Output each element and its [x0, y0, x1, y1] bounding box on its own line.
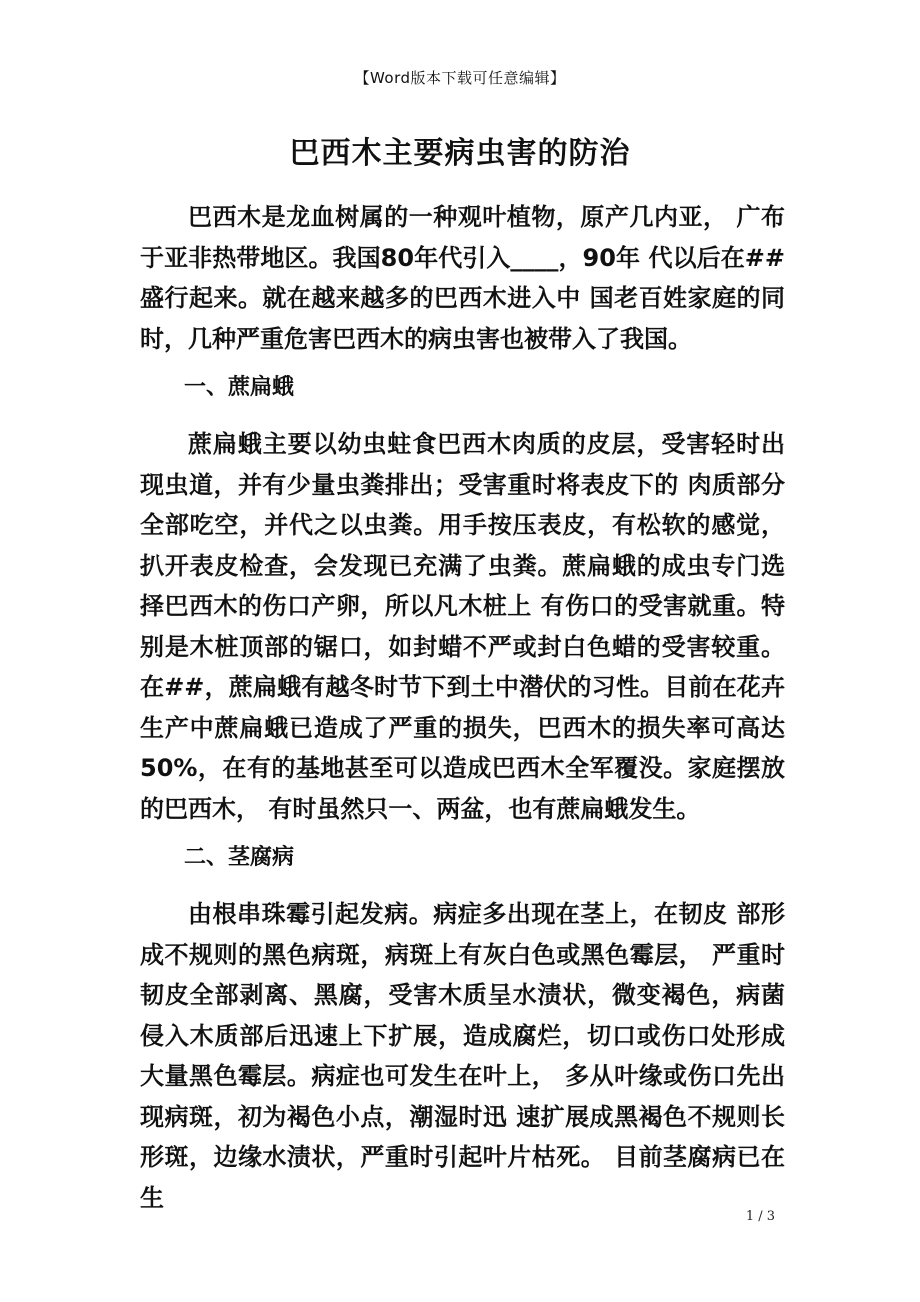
section-heading: 二、茎腐病 [184, 845, 295, 870]
section-heading: 一、蔗扁蛾 [184, 375, 295, 400]
intro-paragraph: 巴西木是龙血树属的一种观叶植物，原产几内亚， 广布于亚非热带地区。我国80年代引入____，90年 代以后在##盛行起来。就在越来越多的巴西木进入中 国老百姓家庭的同时，几种严重危害巴西木的病虫害也被带入了我国。 [140, 203, 785, 353]
section-paragraph: 由根串珠霉引起发病。病症多出现在茎上，在韧皮 部形成不规则的黑色病斑，病斑上有灰白色或黑色霉层， 严重时韧皮全部剥离、黑腐，受害木质呈水渍状，微变褐色，病菌侵入木质部后迅速上下扩展，造成腐烂，切口或伤口处形成大量黑色霉层。病症也可发生在叶上， 多从叶缘或伤口先出现病斑，初为褐色小点，潮湿时迅 速扩展成黑褐色不规则长形斑，边缘水渍状，严重时引起叶片枯死。 目前茎腐病已在生 [140, 900, 785, 1212]
section-paragraph: 蔗扁蛾主要以幼虫蛀食巴西木肉质的皮层，受害轻时出现虫道，并有少量虫粪排出；受害重时将表皮下的 肉质部分全部吃空，并代之以虫粪。用手按压表皮，有松软的感觉，扒开表皮检查，会发现已充满了虫粪。蔗扁蛾的成虫专门选择巴西木的伤口产卵，所以凡木桩上 有伤口的受害就重。特别是木桩顶部的锯口，如封蜡不严或封白色蜡的受害较重。在##，蔗扁蛾有越冬时节下到土中潜伏的习性。目前在花卉生产中蔗扁蛾已造成了严重的损失，巴西木的损失率可高达50%，在有的基地甚至可以造成巴西木全军覆没。家庭摆放的巴西木， 有时虽然只一、两盆，也有蔗扁蛾发生。 [140, 430, 785, 823]
document-title: 巴西木主要病虫害的防治 [289, 136, 631, 171]
page-header: 【Word版本下载可任意编辑】 [354, 69, 566, 87]
page-number: 1 / 3 [745, 1209, 775, 1224]
document-body [140, 197, 785, 1226]
